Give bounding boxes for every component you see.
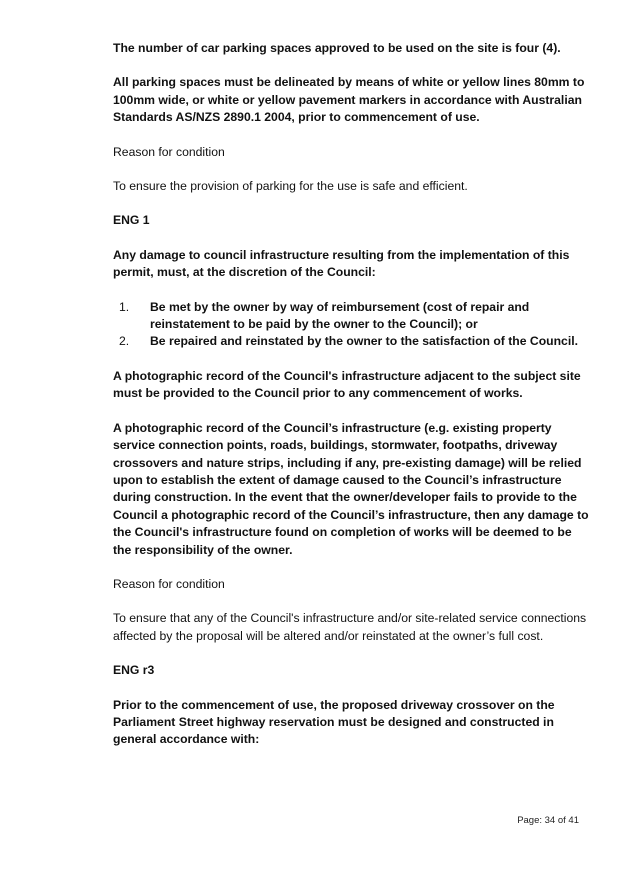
reason-text: To ensure the provision of parking for the use is safe and efficient. — [113, 179, 468, 194]
paragraph-parking-count: The number of car parking spaces approved to be used on the site is four (4). — [113, 41, 561, 55]
reason-text: To ensure that any of the Council's infrastructure and/or site-related service connections affected by the proposal will be altered and/or reinstated at the owner’s full cost. — [113, 611, 587, 643]
condition-heading-eng1: ENG 1 — [113, 213, 150, 228]
reason-heading: Reason for condition — [113, 144, 225, 159]
list-item — [113, 333, 593, 350]
list-text: Be repaired and reinstated by the owner to the satisfaction of the Council. — [150, 334, 578, 349]
list-item — [113, 299, 593, 334]
list-text: Be met by the owner by way of reimbursement (cost of repair and reinstatement to be paid by the owner to the Council); or — [150, 299, 530, 332]
numbered-list — [113, 299, 593, 351]
paragraph-driveway-crossover: Prior to the commencement of use, the proposed driveway crossover on the Parliament Street highway reservation must be designed and constructed in general accordance with: — [113, 697, 555, 747]
list-number: 1. — [119, 299, 130, 314]
condition-heading-engr3: ENG r3 — [113, 663, 155, 678]
document-body — [113, 40, 593, 749]
paragraph-parking-delineation: All parking spaces must be delineated by means of white or yellow lines 80mm to 100mm wide, or white or yellow pavement markers in accordance with Australian Standards AS/NZS 2890.1 2004, prior to commencement of use. — [113, 75, 585, 125]
reason-heading: Reason for condition — [113, 576, 225, 591]
paragraph-photo-record: A photographic record of the Council's infrastructure adjacent to the subject site must be provided to the Council prior to any commencement of works. — [113, 368, 581, 401]
list-number: 2. — [119, 334, 130, 349]
page-number: Page: 34 of 41 — [517, 815, 579, 826]
paragraph-photo-record-detail: A photographic record of the Council’s infrastructure (e.g. existing property service connection points, roads, buildings, stormwater, footpaths, driveway crossovers and nature strips, including if any, pre-existing damage) will be relied upon to establish the extent of damage caused to the Council’s infrastructure during construction. In the event that the owner/developer fails to provide to the Council a photographic record of the Council’s infrastructure, then any damage to the Council's infrastructure found on completion of works will be deemed to be the responsibility of the owner. — [113, 420, 589, 557]
paragraph-damage-intro: Any damage to council infrastructure resulting from the implementation of this permit, must, at the discretion of the Council: — [113, 247, 570, 280]
